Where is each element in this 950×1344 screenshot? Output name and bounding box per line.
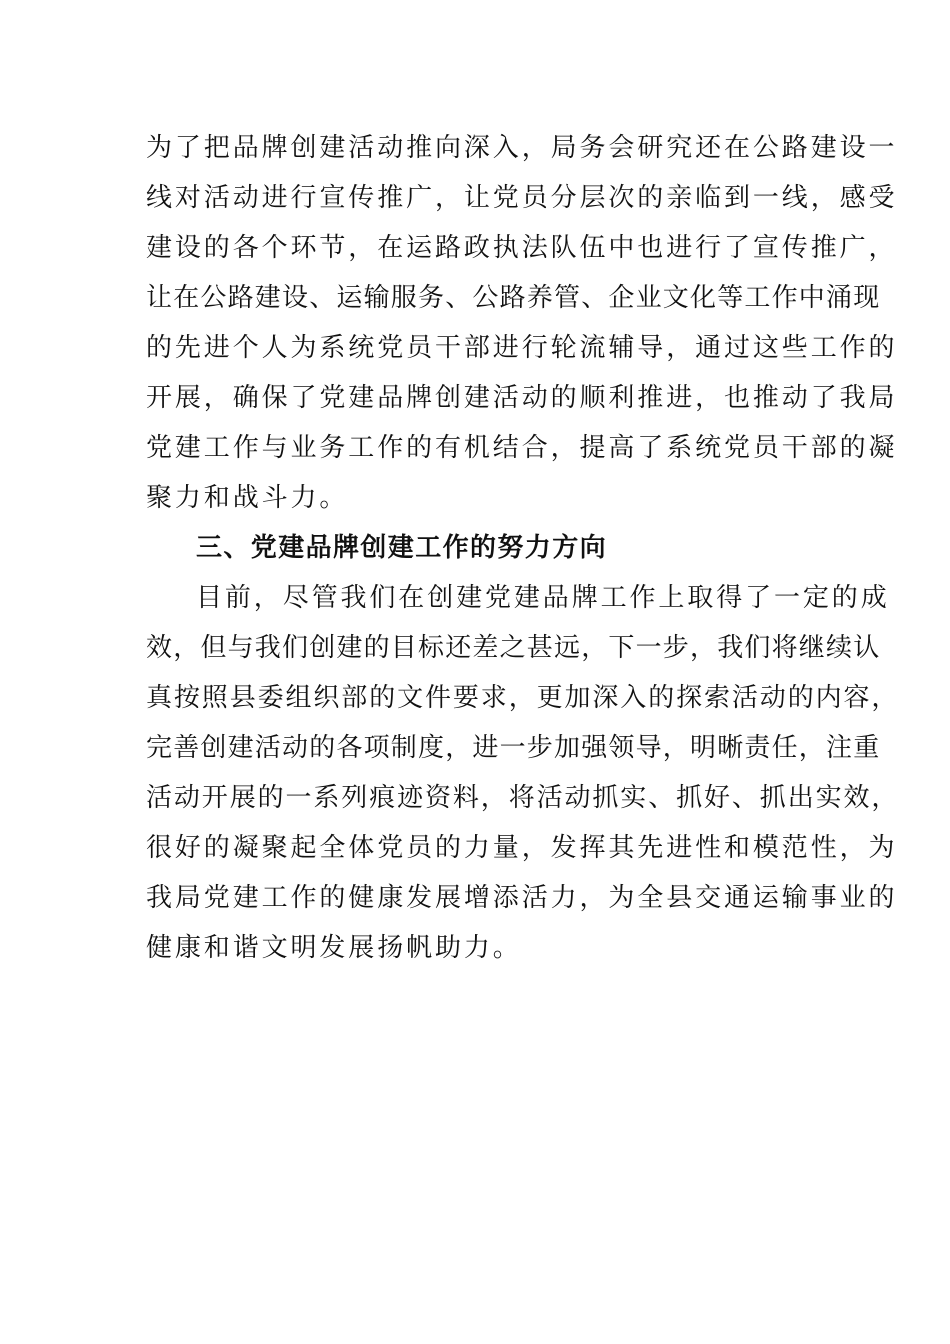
paragraph-2-line-2: 效，但与我们创建的目标还差之甚远，下一步，我们将继续认 [146,633,881,663]
paragraph-2-line-5: 活动开展的一系列痕迹资料，将活动抓实、抓好、抓出实效， [146,783,900,813]
paragraph-1-line-6: 开展，确保了党建品牌创建活动的顺利推进，也推动了我局 [146,383,898,413]
paragraph-1-line-2: 线对活动进行宣传推广，让党员分层次的亲临到一线，感受 [146,183,898,213]
paragraph-1-line-4: 让在公路建设、运输服务、公路养管、企业文化等工作中涌现 [146,283,881,313]
paragraph-2-line-4: 完善创建活动的各项制度，进一步加强领导，明晰责任，注重 [146,733,881,763]
paragraph-1-line-1: 为了把品牌创建活动推向深入，局务会研究还在公路建设一 [146,133,898,163]
paragraph-2-line-1: 目前，尽管我们在创建党建品牌工作上取得了一定的成 [196,583,890,613]
paragraph-1-line-5: 的先进个人为系统党员干部进行轮流辅导，通过这些工作的 [146,333,898,363]
paragraph-2-line-8: 健康和谐文明发展扬帆助力。 [146,933,522,963]
paragraph-2-line-6: 很好的凝聚起全体党员的力量，发挥其先进性和模范性，为 [146,833,898,863]
paragraph-2-line-7: 我局党建工作的健康发展增添活力，为全县交通运输事业的 [146,883,898,913]
paragraph-1-line-7: 党建工作与业务工作的有机结合，提高了系统党员干部的凝 [146,433,898,463]
paragraph-1-line-3: 建设的各个环节，在运路政执法队伍中也进行了宣传推广， [146,233,898,263]
section-heading: 三、党建品牌创建工作的努力方向 [196,533,608,563]
paragraph-2-line-3: 真按照县委组织部的文件要求，更加深入的探索活动的内容， [146,683,900,713]
paragraph-1-line-8: 聚力和战斗力。 [146,483,349,513]
